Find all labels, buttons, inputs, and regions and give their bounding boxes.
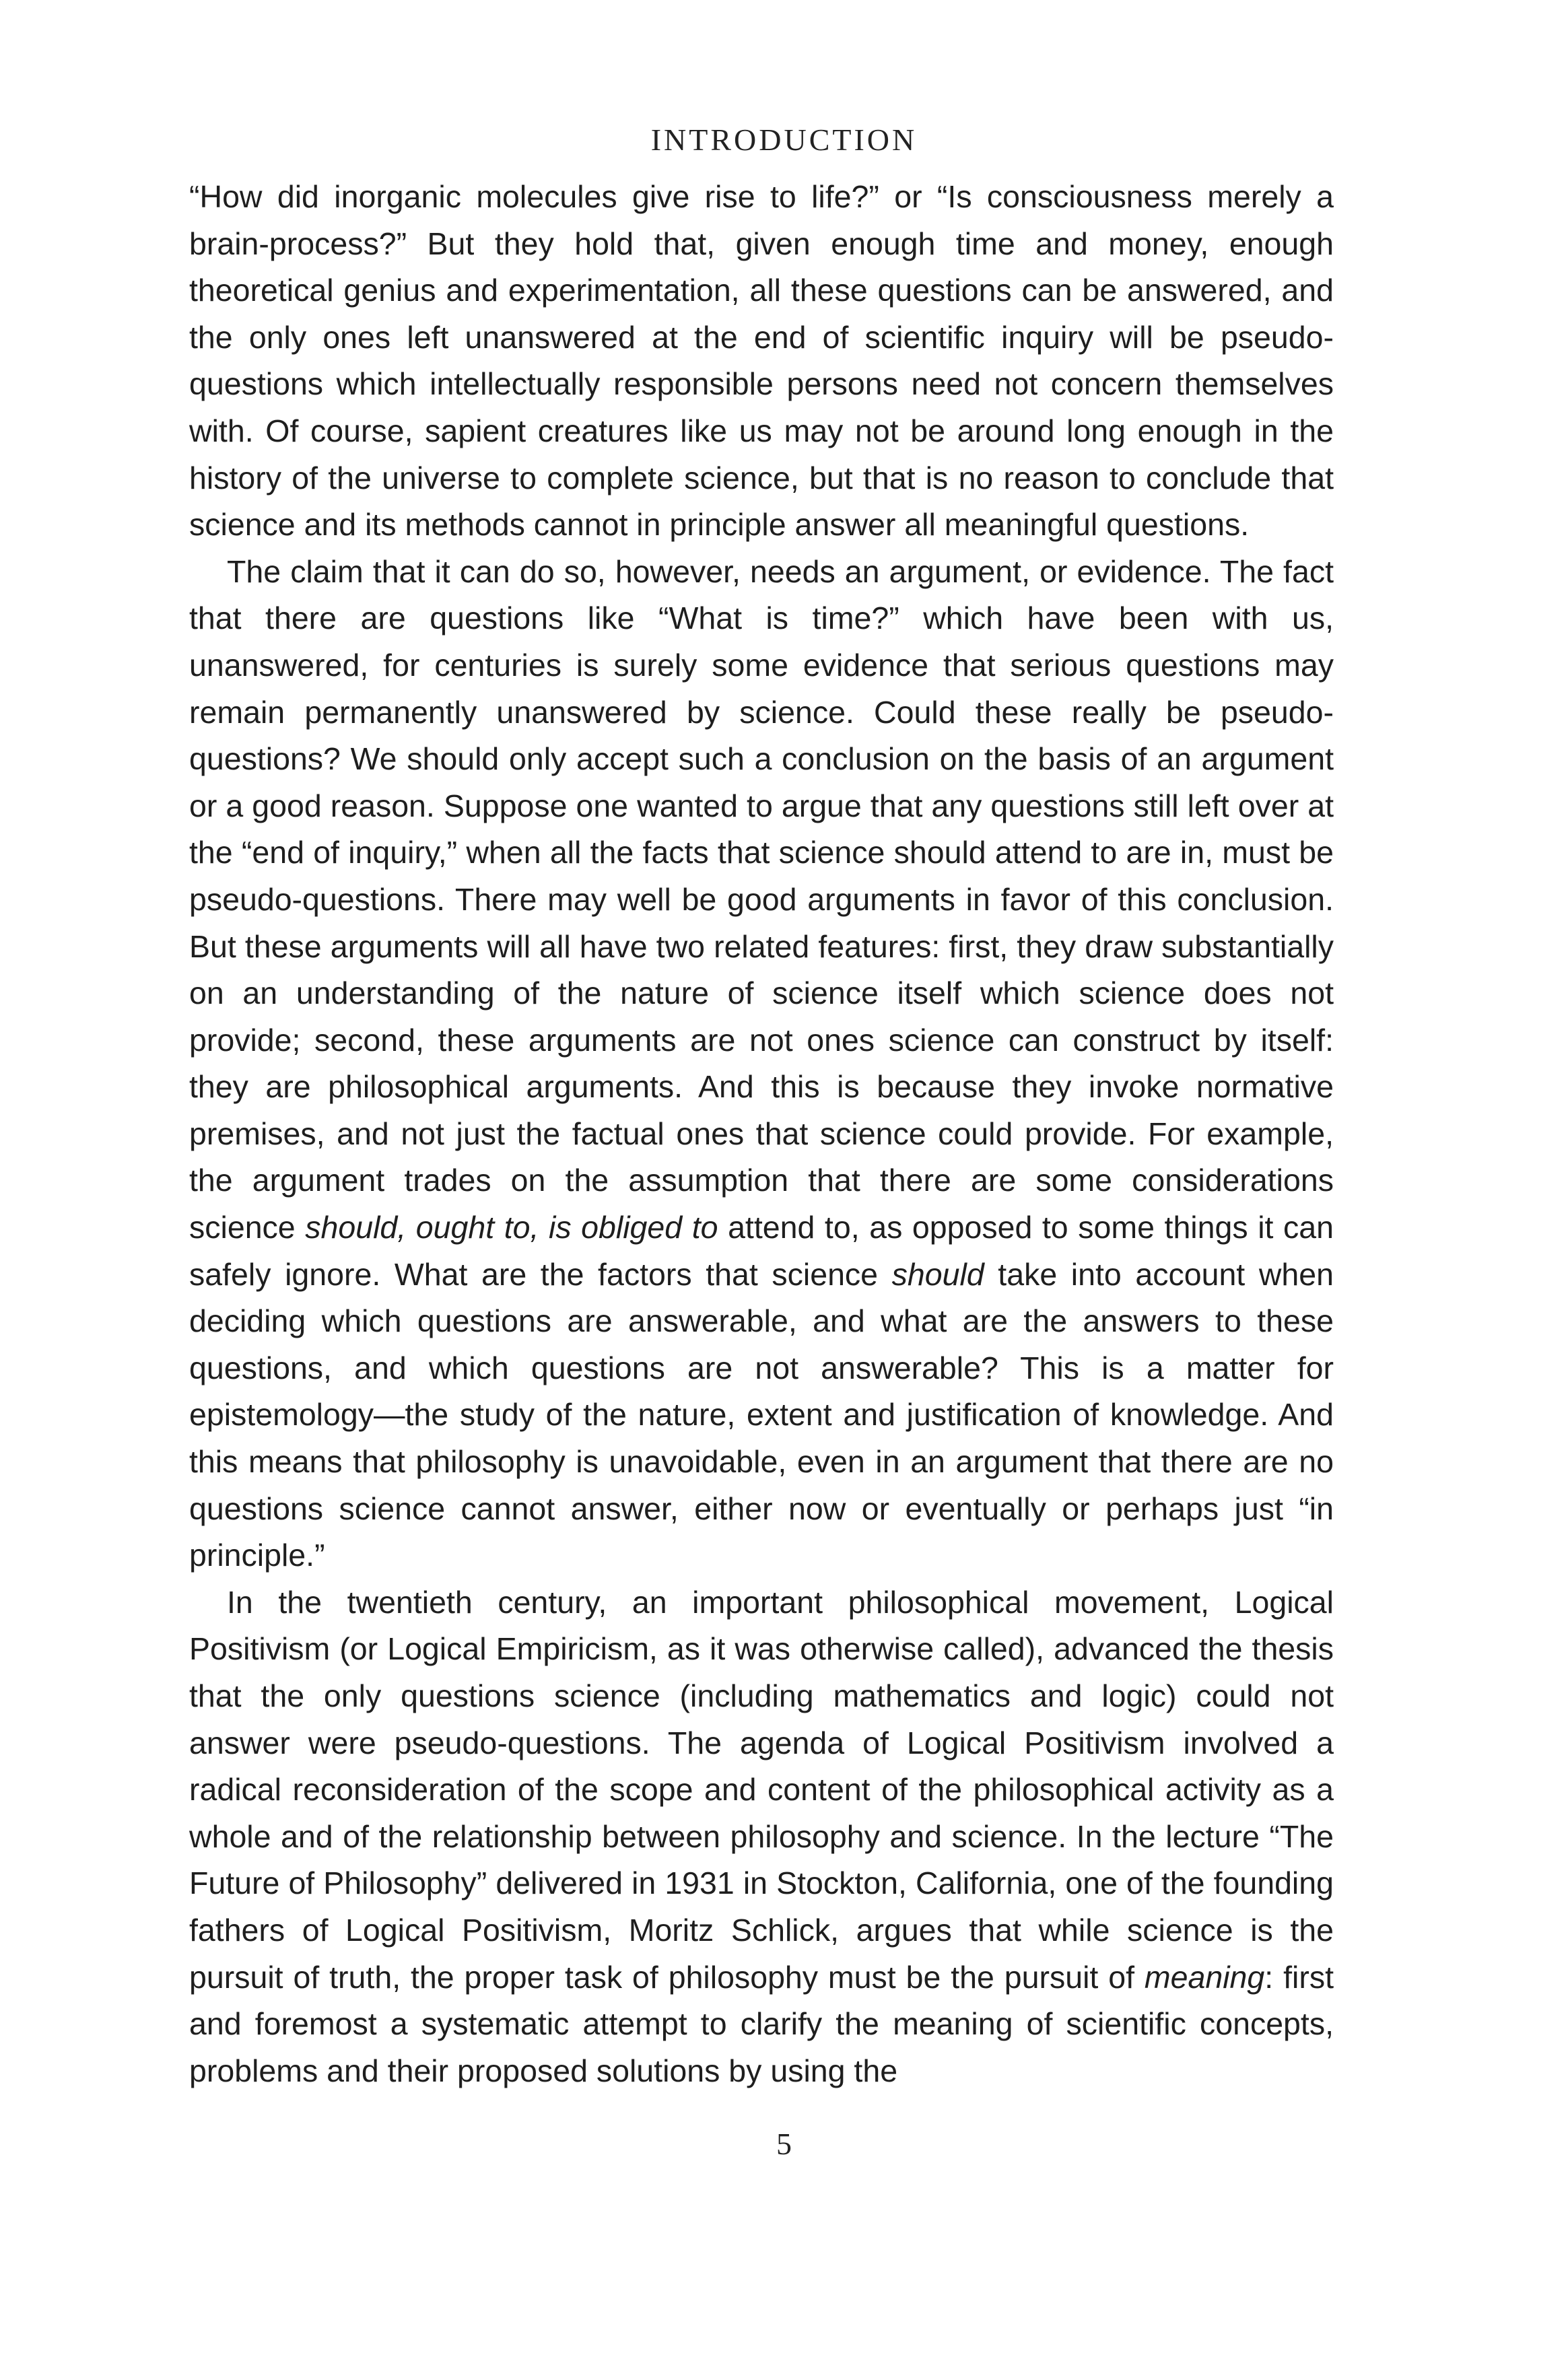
paragraph-1: “How did inorganic molecules give rise to life?” or “Is consciousness merely a brain-process?” But they hold that, given enough time and money, enough theoretical genius and experimentation, all these questions can be answered, and the only ones left unanswered at the end of scientific inquiry will be pseudo-questions which intellectually responsible persons need not concern themselves with. Of course, sapient creatures like us may not be around long enough in the history of the universe to complete science, but that is no reason to conclude that science and its methods cannot in principle answer all meaningful questions. (189, 179, 1334, 543)
paragraph-2 (189, 549, 1334, 1579)
running-head-title: INTRODUCTION (650, 123, 918, 157)
paragraph-3 (189, 1579, 1334, 2095)
paragraph-2-text-1: The claim that it can do so, however, needs an argument, or evidence. The fact that there are questions like “What is time?” which have been with us, unanswered, for centuries is surely some evidence that serious questions may remain permanently unanswered by science. Could these really be pseudo-questions? We should only accept such a conclusion on the basis of an argument or a good reason. Suppose one wanted to argue that any questions still left over at the “end of inquiry,” when all the facts that science should attend to are in, must be pseudo-questions. There may well be good arguments in favor of this conclusion. But these arguments will all have two related features: first, they draw substantially on an understanding of the nature of science itself which science does not provide; second, these arguments are not ones science can construct by itself: they are philosophical arguments. And this is because they invoke normative premises, and not just the factual ones that science could provide. For example, the argument trades on the assumption that there are some considerations science (189, 553, 1334, 1245)
page-number: 5 (776, 2127, 792, 2161)
paragraph-3-text-2: : first and foremost a systematic attempt to clarify the meaning of scientific concepts, problems and their proposed solutions by using the (189, 1959, 1334, 2088)
paragraph-2-text-3: take into account when deciding which questions are answerable, and what are the answers to these questions, and which questions are not answerable? This is a matter for epistemology—the study of the nature, extent and justification of knowledge. And this means that philosophy is unavoidable, even in an argument that there are no questions science cannot answer, either now or eventually or perhaps just “in principle.” (189, 1256, 1334, 1573)
body-text (189, 174, 1334, 2094)
paragraph-3-text-1: In the twentieth century, an important philosophical movement, Logical Positivism (or Logical Empiricism, as it was otherwise called), advanced the thesis that the only questions science (including mathematics and logic) could not answer were pseudo-questions. The agenda of Logical Positivism involved a radical reconsideration of the scope and content of the philosophical activity as a whole and of the relationship between philosophy and science. In the lecture “The Future of Philosophy” delivered in 1931 in Stockton, California, one of the founding fathers of Logical Positivism, Moritz Schlick, argues that while science is the pursuit of truth, the proper task of philosophy must be the pursuit of (189, 1584, 1334, 1995)
paragraph-2-emphasis-1: should, ought to, is obliged to (305, 1210, 718, 1245)
paragraph-2-text-2: attend to, as opposed to some things it can safely ignore. What are the factors that science (189, 1210, 1334, 1292)
paragraph-3-emphasis-1: meaning (1144, 1959, 1265, 1995)
paragraph-2-emphasis-2: should (891, 1256, 984, 1292)
